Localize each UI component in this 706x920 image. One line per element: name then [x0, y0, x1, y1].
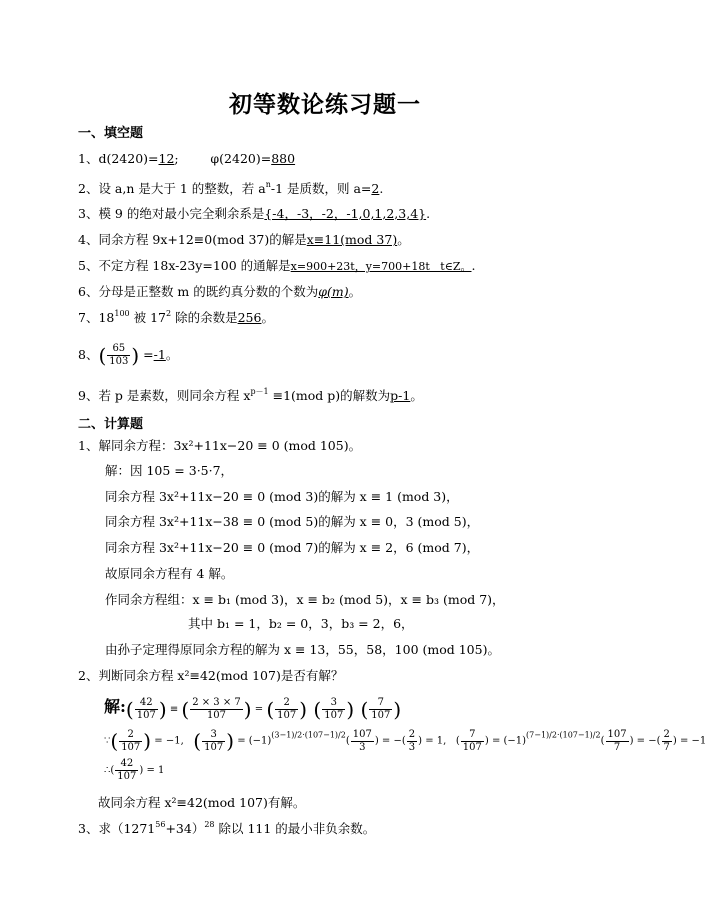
question-5: 5、不定方程 18x-23y=100 的通解是x=900+23t，y=700+18t t∈Z。.	[78, 258, 476, 273]
legendre-symbol-fraction: $\frac{65}{103}$	[109, 343, 129, 367]
calc-1-line: 同余方程 3x²+11x−20 ≡ 0 (mod 3)的解为 x ≡ 1 (mod 3)，	[105, 489, 459, 504]
answer-4: x≡11(mod 37)	[306, 232, 398, 247]
section-calc-heading: 二、计算题	[78, 417, 144, 432]
question-3: 3、模 9 的绝对最小完全剩余系是{-4，-3，-2，-1,0,1,2,3,4}.	[78, 206, 431, 221]
answer-7: 256	[237, 310, 262, 325]
answer-3: {-4，-3，-2，-1,0,1,2,3,4}	[264, 206, 427, 221]
answer-6: φ(m)	[318, 284, 349, 299]
calc-1-line: 同余方程 3x²+11x−38 ≡ 0 (mod 5)的解为 x ≡ 0，3 (mod 5)，	[105, 514, 480, 529]
calc-1-line: 其中 b₁ = 1，b₂ = 0，3，b₃ = 2，6，	[188, 616, 414, 631]
answer-8: -1	[153, 347, 166, 362]
calc-1-line: 作同余方程组：x ≡ b₁ (mod 3)，x ≡ b₂ (mod 5)，x ≡ b₃ (mod 7)，	[105, 592, 505, 607]
calc-2-conclusion: 故同余方程 x²≡42(mod 107)有解。	[98, 795, 306, 810]
calc-1-line: 故原同余方程有 4 解。	[105, 566, 234, 581]
answer-2: 2	[371, 181, 380, 196]
section-fill-blank-heading: 一、填空题	[78, 126, 144, 141]
calc-1-line: 解：因 105 = 3·5·7，	[105, 463, 234, 478]
calc-2-math-line-2: ∵( $\frac{2}{107}$ ) = −1, ( $\frac{3}{107}$ ) = $(-1)^{(3-1)/2\cdot(107-1)/2}$( $\frac{107}{3}$ ) = −( $\frac{2}{3}$ ) = 1, ( $\frac{7}{107}$ ) = $(-1)^{(7-1)/2\cdot(107-1)/2}$( $\frac{107}{7}$ ) = −( $\frac{2}{7}$ ) = −1	[104, 728, 706, 753]
question-1: 1、d(2420)=12; φ(2420)=880	[78, 151, 296, 166]
calc-2-math-line-1: 解:( $\frac{42}{107}$ ) ≡ ( $\frac{2 \times 3 \times 7}{107}$ ) = ( $\frac{2}{107}$ ) ( $\frac{3}{107}$ ) ( $\frac{7}{107}$ )	[104, 697, 402, 722]
question-2: 2、设 a,n 是大于 1 的整数，若 $a^n-1$ 是质数，则 a=2.	[78, 180, 384, 196]
answer-9: p-1	[390, 388, 411, 403]
calc-3-question: 3、求$(1271^{56}+34)^{28}$ 除以 111 的最小非负余数。	[78, 820, 376, 836]
calc-2-math-line-3: ∴( $\frac{42}{107}$ ) = 1	[104, 758, 165, 782]
calc-1-line: 同余方程 3x²+11x−20 ≡ 0 (mod 7)的解为 x ≡ 2，6 (mod 7)，	[105, 540, 480, 555]
calc-2-question: 2、判断同余方程 x²≡42(mod 107)是否有解？	[78, 668, 344, 683]
question-9: 9、若 p 是素数，则同余方程 $x^{p-1} \equiv 1(mod$ p)的解数为p-1。	[78, 387, 423, 403]
calc-1-line: 由孙子定理得原同余方程的解为 x ≡ 13，55，58，100 (mod 105)。	[105, 642, 500, 657]
question-8: 8、( $\frac{65}{103}$ ) =-1。	[78, 343, 179, 368]
calc-1-question: 1、解同余方程：3x²+11x−20 ≡ 0 (mod 105)。	[78, 438, 362, 453]
page-title: 初等数论练习题一	[229, 92, 421, 118]
answer-1a: 12	[158, 151, 175, 166]
answer-5: x=900+23t，y=700+18t t∈Z。	[290, 260, 472, 273]
question-4: 4、同余方程 9x+12≡0(mod 37)的解是x≡11(mod 37)。	[78, 232, 410, 247]
question-6: 6、分母是正整数 m 的既约真分数的个数为φ(m)。	[78, 284, 362, 299]
question-7: 7、$18^{100}$ 被 $17^2$ 除的余数是256。	[78, 309, 274, 325]
answer-1b: 880	[271, 151, 296, 166]
